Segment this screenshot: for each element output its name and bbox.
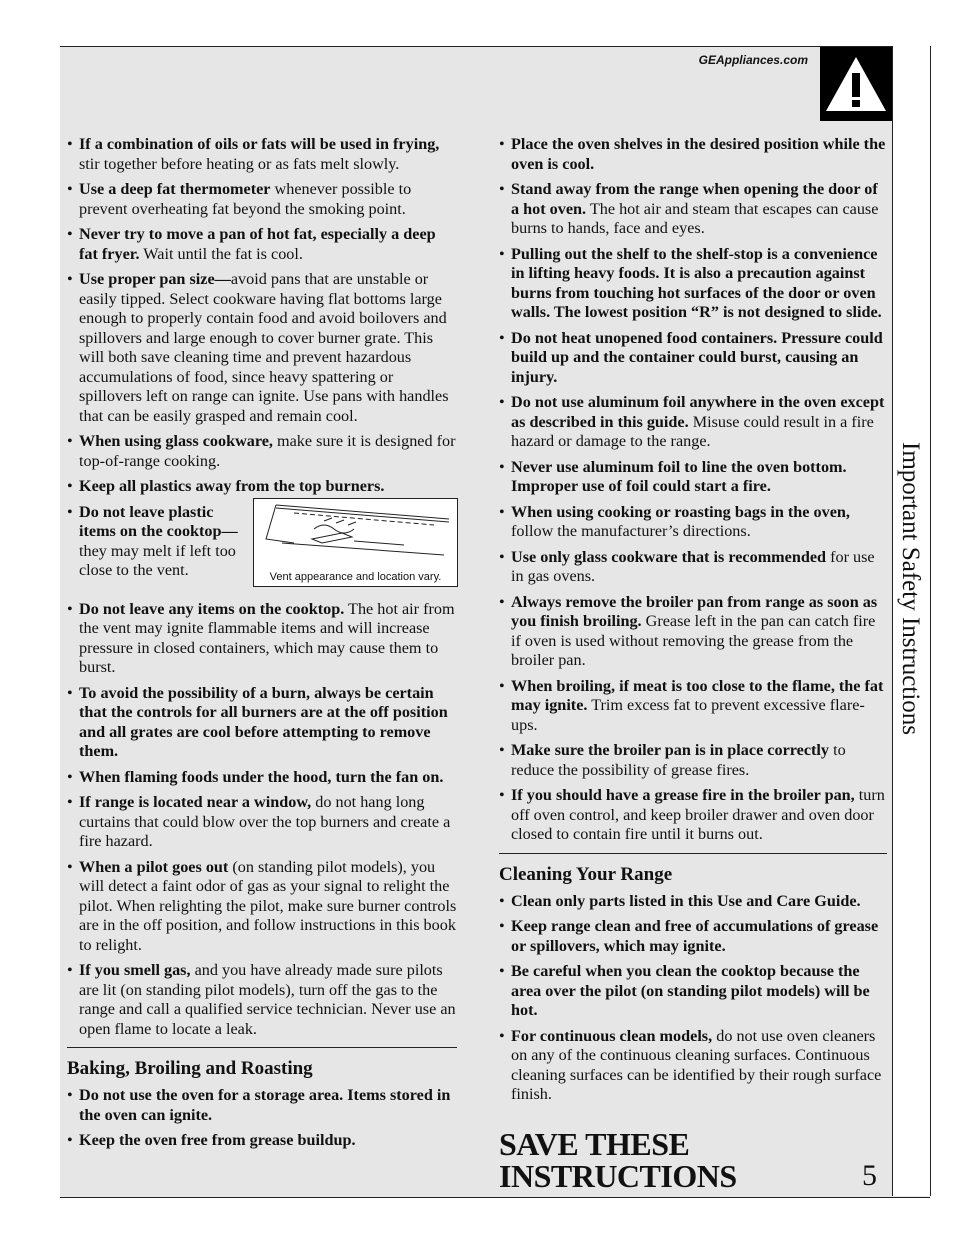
right-list-a <box>499 135 887 845</box>
right-column <box>499 135 887 1111</box>
list-item <box>499 786 887 845</box>
vent-caption: Vent appearance and location vary. <box>269 570 442 583</box>
list-item <box>67 503 251 581</box>
item-bold: Clean only parts listed in this Use and Care Guide. <box>511 891 861 910</box>
item-bold: Be careful when you clean the cooktop because the area over the pilot (on standing pilot models) will be hot. <box>511 962 870 1019</box>
item-bold: When a pilot goes out <box>79 857 229 876</box>
list-item <box>499 180 887 239</box>
item-bold: If you should have a grease fire in the broiler pan, <box>511 786 855 804</box>
list-item <box>67 270 457 426</box>
item-text: Misuse could result in a fire hazard or damage to the range. <box>511 412 874 450</box>
item-text: avoid pans that are unstable or easily tipped. Select cookware having flat bottoms large enough to properly contain food and avoid boilovers and spillovers and large enough to cover burner grate. This will both save cleaning time and prevent hazardous accumulations of food, since heavy spattering or spillovers left on range can ignite. Use pans with handles that can be easily grasped and remain cool. <box>79 270 449 425</box>
list-item <box>499 1027 887 1105</box>
item-text: do not hang long curtains that could blow over the top burners and create a fire hazard. <box>79 793 451 850</box>
item-bold: Place the oven shelves in the desired position while the oven is cool. <box>511 135 886 173</box>
list-item <box>67 600 457 678</box>
item-bold: Make sure the broiler pan is in place correctly <box>511 741 830 759</box>
item-bold: If you smell gas, <box>79 961 191 979</box>
item-bold: Pulling out the shelf to the shelf-stop is a convenience in lifting heavy foods. It is also a precaution against burns from touching hot surfaces of the door or oven walls. The lowest position “R” is not designed to slide. <box>511 244 882 321</box>
list-item <box>499 393 887 452</box>
item-bold: Never try to move a pan of hot fat, especially a deep fat fryer. <box>79 225 436 263</box>
list-item <box>67 1131 457 1151</box>
item-bold: If range is located near a window, <box>79 793 312 811</box>
item-bold: Use proper pan size— <box>79 270 231 288</box>
item-text: Grease left in the pan can catch fire if oven is used without removing the grease from the broiler pan. <box>511 612 876 669</box>
item-bold: Keep all plastics away from the top burners. <box>79 477 385 495</box>
list-item <box>499 245 887 323</box>
item-text: (on standing pilot models), you will detect a faint odor of gas as your signal to relight the pilot. When relighting the pilot, make sure burner controls are in the off position, and follow instructions in this book to relight. <box>79 857 457 954</box>
item-text: The hot air and steam that escapes can cause burns to hands, face and eyes. <box>511 199 879 237</box>
item-text: stir together before heating or as fats melt slowly. <box>79 154 400 173</box>
list-item <box>67 135 457 174</box>
item-bold: When using cooking or roasting bags in the oven, <box>511 502 850 521</box>
list-item <box>67 768 457 788</box>
item-text: and you have already made sure pilots are lit (on standing pilot models), turn off the gas to the range and call a qualified service technician. Never use an open flame to locate a leak. <box>79 961 456 1038</box>
vent-drawing <box>254 499 457 569</box>
item-text: make sure it is designed for top-of-range cooking. <box>79 432 456 470</box>
item-bold: If a combination of oils or fats will be used in frying, <box>79 135 440 153</box>
item-bold: Stand away from the range when opening the door of a hot oven. <box>511 180 878 218</box>
item-text: follow the manufacturer’s directions. <box>511 522 751 540</box>
item-bold: Do not leave plastic items on the cooktop— <box>79 502 238 540</box>
list-item <box>67 432 457 471</box>
list-item <box>499 741 887 780</box>
list-item <box>67 961 457 1039</box>
item-bold: Keep the oven free from grease buildup. <box>79 1131 356 1149</box>
list-item <box>499 548 887 587</box>
item-bold: When flaming foods under the hood, turn the fan on. <box>79 767 444 786</box>
save-line-1: SAVE THESE <box>499 1126 690 1162</box>
left-list-c <box>67 1086 457 1151</box>
list-item <box>67 180 457 219</box>
vent-section <box>67 503 457 594</box>
list-item <box>499 917 887 956</box>
item-bold: Do not use the oven for a storage area. Items stored in the oven can ignite. <box>79 1086 451 1124</box>
left-column <box>67 135 457 1157</box>
list-item <box>499 503 887 542</box>
warning-triangle-icon <box>820 47 892 121</box>
list-item <box>499 593 887 671</box>
section-title-baking: Baking, Broiling and Roasting <box>67 1058 313 1079</box>
list-item <box>499 962 887 1021</box>
save-instructions-title <box>499 1128 737 1192</box>
site-url: GEAppliances.com <box>698 53 808 67</box>
item-bold: Do not heat unopened food containers. Pressure could build up and the container could burst, causing an injury. <box>511 328 883 386</box>
item-bold: Use only glass cookware that is recommended <box>511 547 827 566</box>
section-title-cleaning: Cleaning Your Range <box>499 863 673 885</box>
list-item <box>499 892 887 912</box>
list-item <box>67 1086 457 1125</box>
left-list-b <box>67 600 457 1040</box>
list-item <box>67 225 457 264</box>
item-text: for use in gas ovens. <box>511 547 875 585</box>
list-item <box>67 477 457 497</box>
item-text: do not use oven cleaners on any of the continuous cleaning surfaces. Continuous cleaning surfaces can be identified by their rough surface finish. <box>511 1026 882 1103</box>
item-bold: Keep range clean and free of accumulations of grease or spillovers, which may ignite. <box>511 917 879 955</box>
list-item <box>67 793 457 852</box>
list-item <box>67 858 457 956</box>
left-list-a <box>67 135 457 497</box>
item-text: Trim excess fat to prevent excessive flare-ups. <box>511 696 865 734</box>
section-divider <box>499 853 887 854</box>
right-list-b <box>499 892 887 1105</box>
item-bold: When using glass cookware, <box>79 432 273 450</box>
item-bold: For continuous clean models, <box>511 1026 713 1045</box>
item-text: turn off oven control, and keep broiler drawer and oven door closed to contain fire until it burns out. <box>511 786 885 843</box>
list-item <box>499 458 887 497</box>
list-item <box>499 329 887 388</box>
save-line-2: INSTRUCTIONS <box>499 1158 737 1194</box>
item-bold: To avoid the possibility of a burn, always be certain that the controls for all burners are at the off position and all grates are cool before attempting to remove them. <box>79 683 448 760</box>
item-bold: Use a deep fat thermometer <box>79 180 271 198</box>
item-text: to reduce the possibility of grease fires. <box>511 741 846 779</box>
page-number: 5 <box>862 1159 877 1192</box>
item-text: The hot air from the vent may ignite flammable items and will increase pressure in closed containers, which may cause them to burst. <box>79 599 455 676</box>
item-bold: Always remove the broiler pan from range as soon as you finish broiling. <box>511 592 878 630</box>
list-item <box>67 684 457 762</box>
item-text: they may melt if left too close to the vent. <box>79 541 236 579</box>
item-bold: Do not leave any items on the cooktop. <box>79 599 345 618</box>
section-divider <box>67 1047 457 1048</box>
item-bold: When broiling, if meat is too close to the flame, the fat may ignite. <box>511 676 884 714</box>
list-item <box>499 135 887 174</box>
item-text: Wait until the fat is cool. <box>139 244 303 263</box>
list-item <box>499 677 887 736</box>
item-bold: Do not use aluminum foil anywhere in the oven except as described in this guide. <box>511 393 885 431</box>
sidebar-title: Important Safety Instructions <box>897 442 924 735</box>
item-bold: Never use aluminum foil to line the oven bottom. Improper use of foil could start a fire. <box>511 457 847 495</box>
item-text: whenever possible to prevent overheating fat beyond the smoking point. <box>79 180 412 218</box>
vent-illustration <box>253 498 458 587</box>
